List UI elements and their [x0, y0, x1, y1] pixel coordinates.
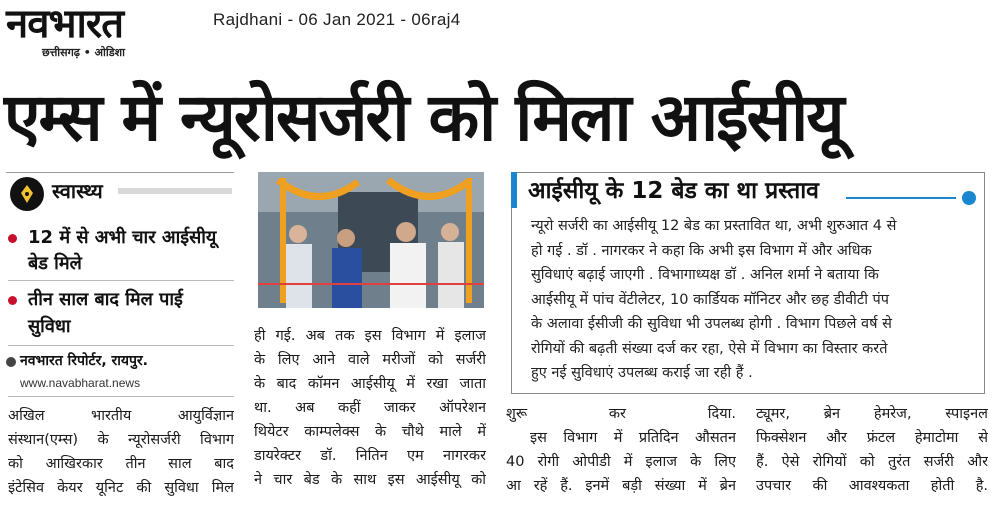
article-line: अखिल भारतीय आयुर्विज्ञान: [8, 408, 234, 424]
box-line: हो गई . डॉ . नागरकर ने कहा कि अभी इस विभाग में और अधिक: [531, 242, 872, 259]
box-line: रोगियों की बढ़ती संख्या दर्ज कर रहा, ऐसे में विभाग का विस्तार करते: [531, 340, 888, 357]
pen-nib-icon: [10, 177, 44, 211]
box-line: के अलावा ईसीजी की सुविधा भी उपलब्ध होगी . विभाग पिछले वर्ष से: [531, 316, 892, 332]
article-line: इंटेसिव केयर यूनिट की सुविधा मिल: [8, 480, 234, 496]
bullet-dot: [8, 234, 17, 243]
article-line: आ रहें हैं. इनमें बड़ी संख्या में ब्रेन: [506, 478, 736, 494]
edition-info: Rajdhani - 06 Jan 2021 - 06raj4: [213, 10, 461, 29]
article-line: के बाद कॉमन आईसीयू में रखा जाता: [254, 376, 486, 392]
box-title-rule: [846, 197, 956, 199]
section-label: स्वास्थ्य: [52, 179, 103, 203]
article-line: इस विभाग में प्रतिदिन औसतन: [530, 430, 736, 446]
article-line: ही गई. अब तक इस विभाग में इलाज: [254, 328, 486, 344]
bullet-item-1-line1: 12 में से अभी चार आईसीयू: [28, 227, 217, 248]
headline: एम्स में न्यूरोसर्जरी को मिला आईसीयू: [4, 79, 843, 156]
byline: नवभारत रिपोर्टर, रायपुर.: [20, 353, 148, 369]
article-line: फिक्सेशन और फ्रंटल हेमाटोमा से: [756, 430, 988, 446]
article-line: ट्यूमर, ब्रेन हेमरेज, स्पाइनल: [756, 406, 988, 422]
article-line: डायरेक्टर डॉ. नितिन एम नागरकर: [254, 448, 486, 464]
section-divider: [118, 188, 232, 194]
article-line: 40 रोगी ओपीडी में इलाज के लिए: [506, 454, 736, 470]
article-line: के लिए आने वाले मरीजों को सर्जरी: [254, 352, 486, 368]
bullet-item-1-line2: बेड मिले: [28, 253, 82, 274]
article-line: संस्थान(एम्स) के न्यूरोसर्जरी विभाग: [8, 432, 234, 448]
box-line: हुए नई सुविधाएं उपलब्ध कराई जा रही हैं .: [531, 365, 753, 381]
box-body: [531, 214, 971, 386]
bullet-item-2-line1: तीन साल बाद मिल पाई: [28, 289, 183, 310]
article-column-4: [756, 402, 988, 498]
logo-subtitle: छत्तीसगढ़ • ओडिशा: [42, 46, 125, 59]
bullet-divider: [8, 280, 234, 281]
sidebar-top-rule: [6, 172, 234, 173]
article-line: थियेटर काम्पलेक्स के चौथे माले में: [254, 424, 486, 440]
ribbon-cutting-photo: [258, 172, 484, 308]
logo-text: नवभारत: [6, 1, 124, 47]
article-line: ने चार बेड के साथ इस आईसीयू को: [254, 472, 486, 488]
article-column-2: [254, 324, 486, 492]
box-line: न्यूरो सर्जरी का आईसीयू 12 बेड का प्रस्तावित था, अभी शुरुआत 4 से: [531, 218, 897, 234]
byline-icon: [6, 357, 16, 367]
article-line: था. अब कहीं जाकर ऑपरेशन: [254, 400, 486, 416]
website-link: www.navabharat.news: [20, 376, 141, 390]
article-line: हैं. ऐसे रोगियों को तुरंत सर्जरी और: [756, 454, 988, 470]
byline-divider: [8, 396, 234, 397]
box-title: आईसीयू के 12 बेड का था प्रस्ताव: [528, 178, 819, 204]
article-column-1: [8, 404, 234, 500]
bullet-divider: [8, 345, 234, 346]
article-line: उपचार की आवश्यकता होती है.: [756, 478, 988, 494]
article-line: शुरू कर दिया.: [506, 406, 736, 422]
masthead-logo: [0, 0, 198, 60]
bullet-item-2-line2: सुविधा: [28, 316, 71, 337]
box-line: सुविधाएं बढ़ाई जाएगी . विभागाध्यक्ष डॉ . अनिल शर्मा ने बताया कि: [531, 267, 879, 283]
article-column-3: [506, 402, 736, 498]
box-accent-dot: [962, 191, 976, 205]
article-line: को आखिरकार तीन साल बाद: [8, 456, 234, 472]
box-accent-strip: [511, 172, 517, 208]
bullet-dot: [8, 296, 17, 305]
box-line: आईसीयू में पांच वेंटीलेटर, 10 कार्डियक मॉनिटर और छह डीवीटी पंप: [531, 291, 890, 308]
